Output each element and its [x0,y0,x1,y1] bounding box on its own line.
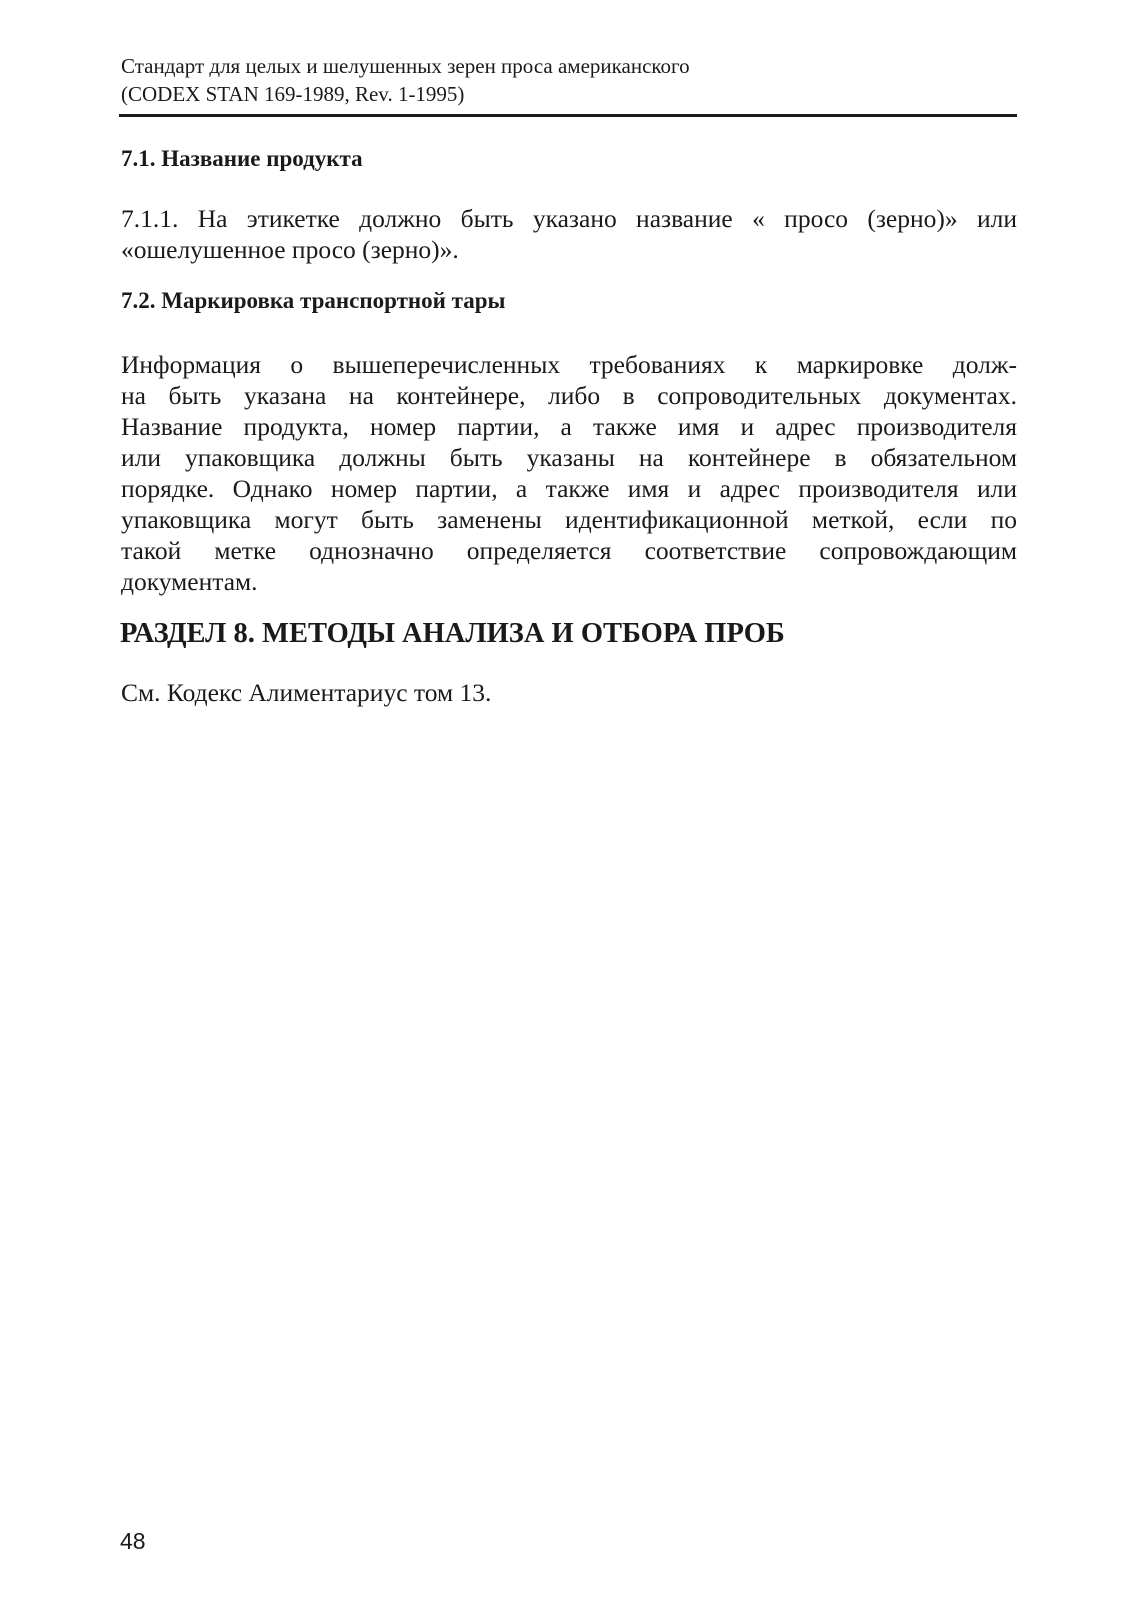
running-header [121,52,1017,108]
header-code-line: (CODEX STAN 169-1989, Rev. 1-1995) [121,82,465,106]
paragraph-line: «ошелушенное просо (зерно)». [121,235,459,264]
page-number: 48 [120,1528,146,1554]
section-8-text: См. Кодекс Алиментариус том 13. [121,678,492,707]
heading-7-2: 7.2. Маркировка транспортной тары [121,288,506,313]
section-8-heading: РАЗДЕЛ 8. МЕТОДЫ АНАЛИЗА И ОТБОРА ПРОБ [120,618,785,649]
paragraph-7-1-1 [121,203,1017,265]
header-title-line: Стандарт для целых и шелушенных зерен проса американского [121,54,690,78]
paragraph-7-2 [121,349,1017,597]
paragraph-line: Информация о вышеперечисленных требованиях к маркировке долж- [121,350,1017,379]
paragraph-line: порядке. Однако номер партии, а также имя и адрес производителя или [121,474,1017,503]
paragraph-line: 7.1.1. На этикетке должно быть указано название « просо (зерно)» или [121,204,1017,233]
paragraph-line: упаковщика могут быть заменены идентификационной меткой, если по [121,505,1017,534]
paragraph-line: или упаковщика должны быть указаны на контейнере в обязательном [121,443,1017,472]
paragraph-line: документам. [121,567,258,596]
paragraph-line: на быть указана на контейнере, либо в сопроводительных документах. [121,381,1017,410]
header-divider [119,114,1017,117]
paragraph-line: Название продукта, номер партии, а также имя и адрес производителя [121,412,1017,441]
heading-7-1: 7.1. Название продукта [121,146,363,171]
paragraph-line: такой метке однозначно определяется соответствие сопровождающим [121,536,1017,565]
